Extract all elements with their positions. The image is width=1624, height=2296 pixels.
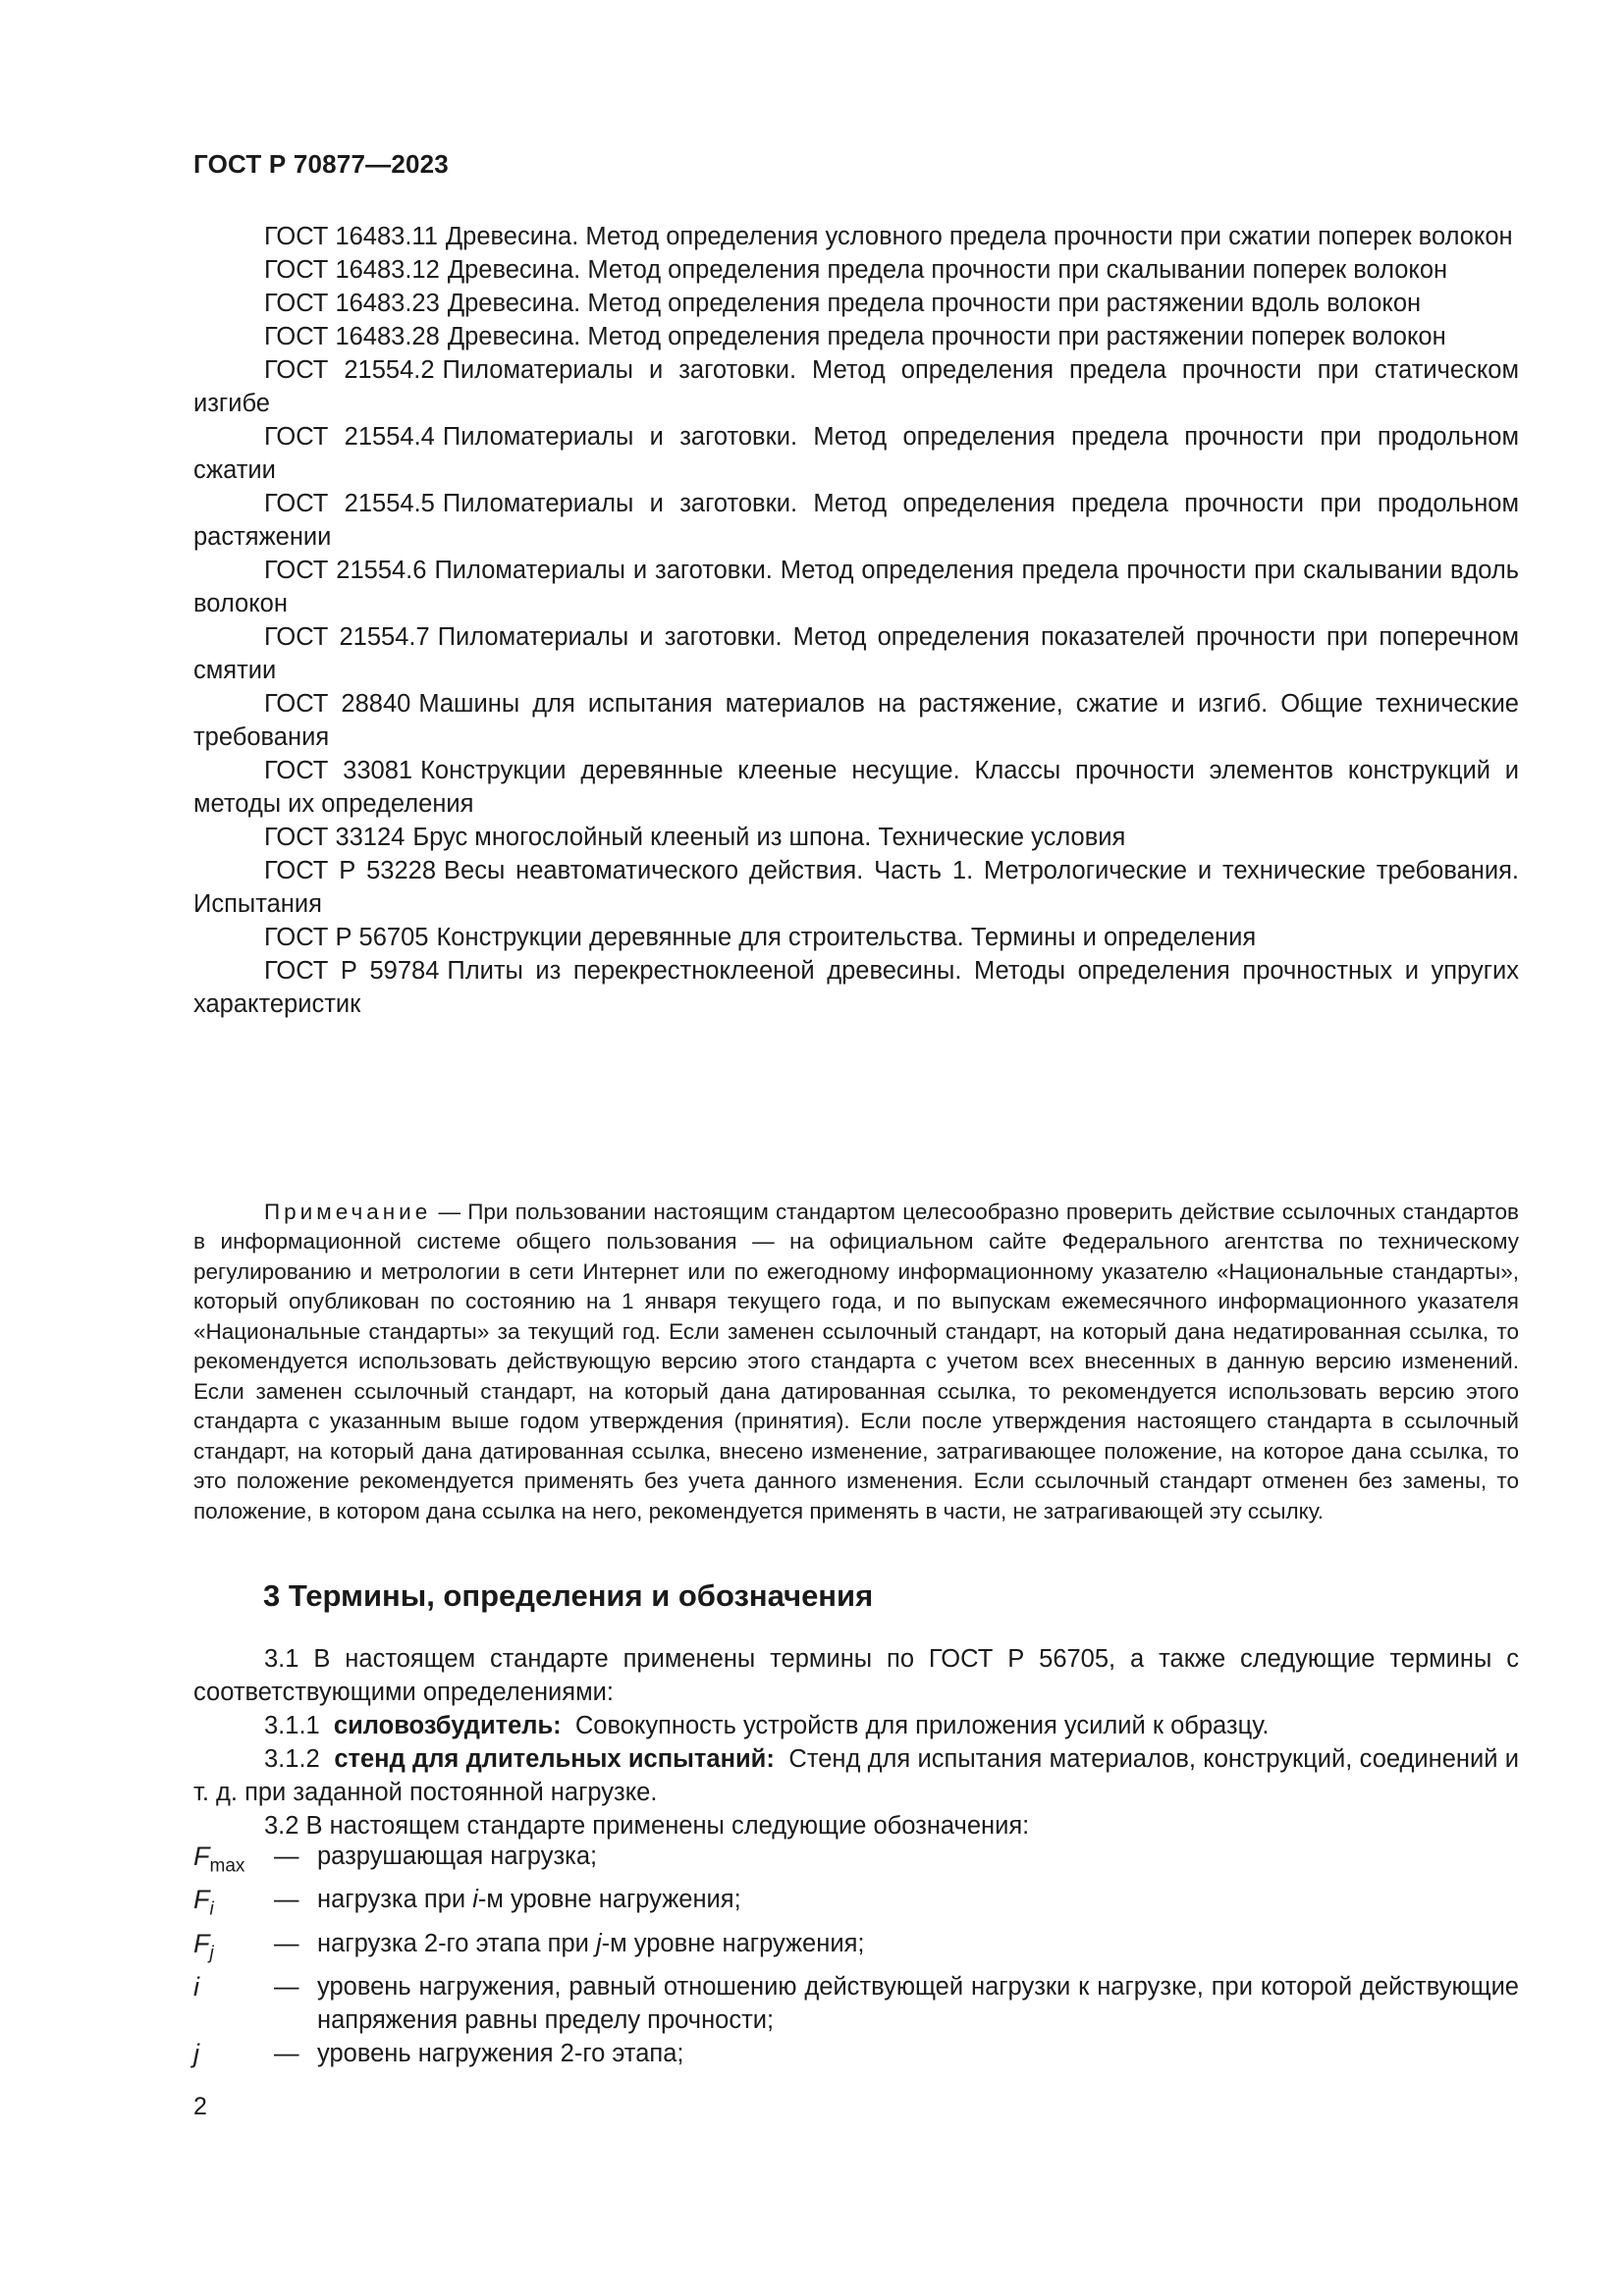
references-note	[193, 1198, 1519, 1527]
clause-3-1: 3.1 В настоящем стандарте применены термины по ГОСТ Р 56705, а также следующие термины с соответствующими определениями:	[193, 1645, 1519, 1706]
clause-3-1-2	[193, 1742, 1519, 1809]
symbol-definition: уровень нагружения 2-го этапа;	[317, 2040, 684, 2068]
reference-code: ГОСТ 21554.5	[264, 490, 435, 517]
symbol: i	[193, 1972, 199, 2002]
reference-item	[193, 253, 1519, 287]
symbol-dash: —	[274, 2040, 299, 2068]
reference-code: ГОСТ 33124	[264, 824, 406, 851]
normative-references-list	[193, 220, 1519, 1021]
reference-item	[193, 854, 1519, 921]
note-label: Примечание	[264, 1199, 432, 1224]
reference-title: Древесина. Метод определения предела прочности при растяжении поперек волокон	[447, 323, 1446, 350]
reference-code: ГОСТ 21554.4	[264, 423, 435, 451]
symbol-dash: —	[274, 1973, 299, 2002]
symbol: $F_{max}$	[193, 1842, 245, 1877]
clause-number: 3.1.2	[264, 1745, 320, 1773]
reference-code: ГОСТ Р 59784	[264, 957, 440, 985]
reference-code: ГОСТ Р 56705	[264, 924, 429, 951]
reference-item	[193, 320, 1519, 353]
note-text: — При пользовании настоящим стандартом целесообразно проверить действие ссылочных стандартов в информационной системе общего пользования — на официальном сайте Федерального агентства по техническому регулированию и метрологии в сети Интернет или по ежегодному информационному указателю «Национальные стандарты», который опубликован по состоянию на 1 января текущего года, и по выпускам ежемесячного информационного указателя «Национальные стандарты» за текущий год. Если заменен ссылочный стандарт, на который дана недатированная ссылка, то рекомендуется использовать действующую версию этого стандарта с учетом всех внесенных в данную версию изменений. Если заменен ссылочный стандарт, на который дана датированная ссылка, то рекомендуется использовать версию этого стандарта с указанным выше годом утверждения (принятия). Если после утверждения настоящего стандарта в ссылочный стандарт, на который дана датированная ссылка, внесено изменение, затрагивающее положение, на которое дана ссылка, то это положение рекомендуется применять без учета данного изменения. Если ссылочный стандарт отменен без замены, то положение, в котором дана ссылка на него, рекомендуется применять в части, не затрагивающей эту ссылку.	[193, 1199, 1519, 1523]
symbol: $F_j$	[193, 1928, 214, 1964]
symbol-dash: —	[274, 1929, 299, 1957]
reference-code: ГОСТ Р 53228	[264, 857, 437, 884]
reference-title: Пиломатериалы и заготовки. Метод определения предела прочности при скалывании вдоль волокон	[193, 557, 1519, 617]
reference-title: Пиломатериалы и заготовки. Метод определения показателей прочности при поперечном смятии	[193, 623, 1519, 684]
symbol-definition: нагрузка 2-го этапа при j-м уровне нагружения;	[317, 1929, 865, 1957]
symbol-row	[193, 1840, 1519, 1883]
symbol-row	[193, 1927, 1519, 1970]
reference-title: Конструкции деревянные для строительства. Термины и определения	[436, 924, 1257, 951]
reference-item	[193, 687, 1519, 754]
reference-title: Пиломатериалы и заготовки. Метод определения предела прочности при продольном сжатии	[193, 423, 1519, 484]
reference-title: Пиломатериалы и заготовки. Метод определения предела прочности при статическом изгибе	[193, 356, 1519, 417]
symbol: j	[193, 2039, 199, 2069]
reference-code: ГОСТ 21554.6	[264, 557, 427, 584]
reference-title: Весы неавтоматического действия. Часть 1. Метрологические и технические требования. Испытания	[193, 857, 1520, 918]
term-definition: Стенд для испытания материалов, конструкций, соединений и т. д. при заданной постоянной нагрузке.	[193, 1745, 1520, 1806]
reference-code: ГОСТ 16483.11	[264, 223, 438, 250]
reference-item	[193, 620, 1519, 687]
reference-code: ГОСТ 28840	[264, 690, 411, 718]
reference-item	[193, 353, 1519, 420]
reference-item	[193, 821, 1519, 854]
term-definition: Совокупность устройств для приложения усилий к образцу.	[574, 1712, 1270, 1739]
symbol-dash: —	[274, 1886, 299, 1914]
reference-item	[193, 554, 1519, 620]
reference-code: ГОСТ 21554.7	[264, 623, 430, 651]
symbol-definition: нагрузка при i-м уровне нагружения;	[317, 1886, 741, 1914]
clause-number: 3.1.1	[264, 1712, 320, 1739]
reference-title: Конструкции деревянные клееные несущие. Классы прочности элементов конструкций и методы их определения	[193, 757, 1519, 818]
reference-item	[193, 921, 1519, 954]
reference-code: ГОСТ 16483.28	[264, 323, 440, 350]
section-body	[193, 1642, 1519, 1842]
reference-title: Пиломатериалы и заготовки. Метод определения предела прочности при продольном растяжении	[193, 490, 1519, 551]
reference-item	[193, 420, 1519, 487]
section-title: 3 Термины, определения и обозначения	[263, 1578, 874, 1613]
reference-item	[193, 287, 1519, 320]
page-number: 2	[193, 2093, 207, 2120]
symbol-dash: —	[274, 1842, 299, 1870]
reference-item	[193, 487, 1519, 554]
reference-code: ГОСТ 33081	[264, 757, 413, 784]
symbol-row	[193, 2037, 1519, 2070]
reference-title: Машины для испытания материалов на растяжение, сжатие и изгиб. Общие технические требования	[193, 690, 1519, 751]
reference-title: Брус многослойный клееный из шпона. Технические условия	[412, 824, 1126, 851]
reference-code: ГОСТ 16483.23	[264, 290, 440, 317]
clause-3-2: 3.2 В настоящем стандарте применены следующие обозначения:	[264, 1812, 1030, 1840]
symbol-row	[193, 1970, 1519, 2037]
symbol-definition: уровень нагружения, равный отношению действующей нагрузки к нагрузке, при которой действующие напряжения равны пределу прочности;	[317, 1973, 1519, 2035]
reference-title: Плиты из перекрестноклееной древесины. Методы определения прочностных и упругих характеристик	[193, 957, 1519, 1018]
symbol-definition: разрушающая нагрузка;	[317, 1842, 598, 1870]
term: стенд для длительных испытаний:	[334, 1745, 775, 1773]
reference-code: ГОСТ 16483.12	[264, 256, 440, 284]
reference-title: Древесина. Метод определения предела прочности при скалывании поперек волокон	[447, 256, 1448, 284]
reference-item	[193, 220, 1519, 253]
reference-code: ГОСТ 21554.2	[264, 356, 435, 384]
reference-item	[193, 954, 1519, 1021]
reference-title: Древесина. Метод определения условного предела прочности при сжатии поперек волокон	[445, 223, 1513, 250]
symbol: $F_i$	[193, 1885, 214, 1920]
symbols-list	[193, 1840, 1519, 2070]
term: силовозбудитель:	[333, 1712, 562, 1739]
reference-title: Древесина. Метод определения предела прочности при растяжении вдоль волокон	[447, 290, 1422, 317]
clause-3-1-1	[193, 1709, 1519, 1742]
symbol-row	[193, 1883, 1519, 1926]
reference-item	[193, 754, 1519, 821]
document-header: ГОСТ Р 70877—2023	[193, 149, 449, 179]
